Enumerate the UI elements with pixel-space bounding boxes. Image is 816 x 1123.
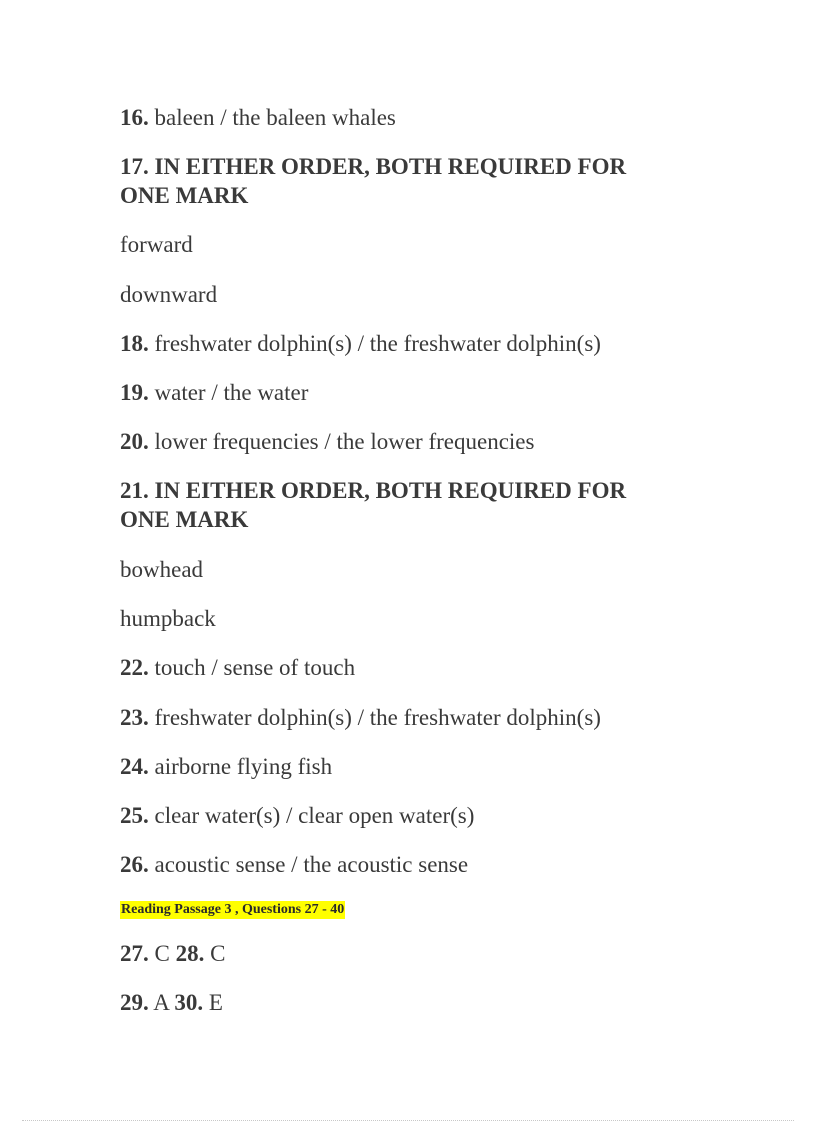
answer-number: 22. <box>120 655 149 680</box>
answer-number: 20. <box>120 429 149 454</box>
answer-text: C <box>148 941 176 966</box>
answer-number: 24. <box>120 754 149 779</box>
answer-19 <box>120 378 308 407</box>
answer-26 <box>120 850 468 879</box>
answer-number: 26. <box>120 852 149 877</box>
answer-text: airborne flying fish <box>148 754 333 779</box>
answer-25 <box>120 801 474 830</box>
answer-text: E <box>203 990 223 1015</box>
answer-number: 30. <box>174 990 204 1015</box>
answers-27-28 <box>120 939 225 968</box>
answer-21-item-1: bowhead <box>120 557 204 582</box>
answer-16 <box>120 103 396 132</box>
answer-18 <box>120 329 601 358</box>
answer-22 <box>120 653 355 682</box>
answer-23 <box>120 703 601 732</box>
answer-21-heading: 21. IN EITHER ORDER, BOTH REQUIRED FOR ONE MARK <box>120 478 627 532</box>
answer-number: 28. <box>175 941 205 966</box>
section-label: Reading Passage 3 , Questions 27 - 40 <box>121 902 345 917</box>
answer-text: water / the water <box>148 380 309 405</box>
answer-17-item-1: forward <box>120 232 193 257</box>
answer-number: 18. <box>120 331 149 356</box>
answer-number: 27. <box>120 941 149 966</box>
answer-17-heading: 17. IN EITHER ORDER, BOTH REQUIRED FOR ONE MARK <box>120 154 627 208</box>
answer-number: 19. <box>120 380 149 405</box>
page-bottom-edge <box>22 1120 794 1121</box>
answer-text: baleen / the baleen whales <box>148 105 396 130</box>
answer-text: touch / sense of touch <box>148 655 356 680</box>
answer-text: freshwater dolphin(s) / the freshwater dolphin(s) <box>148 331 601 356</box>
answer-text: C <box>204 941 226 966</box>
answer-text: clear water(s) / clear open water(s) <box>148 803 475 828</box>
answer-24 <box>120 752 332 781</box>
answer-17-item-2: downward <box>120 282 218 307</box>
answer-number: 16. <box>120 105 149 130</box>
answer-text: acoustic sense / the acoustic sense <box>148 852 469 877</box>
answer-number: 25. <box>120 803 149 828</box>
answer-text: A <box>148 990 175 1015</box>
answer-20 <box>120 427 534 456</box>
answer-number: 29. <box>120 990 149 1015</box>
answer-text: freshwater dolphin(s) / the freshwater dolphin(s) <box>148 705 601 730</box>
answer-21-item-2: humpback <box>120 606 216 631</box>
answer-number: 23. <box>120 705 149 730</box>
answer-text: lower frequencies / the lower frequencies <box>148 429 535 454</box>
answers-29-30 <box>120 988 223 1017</box>
